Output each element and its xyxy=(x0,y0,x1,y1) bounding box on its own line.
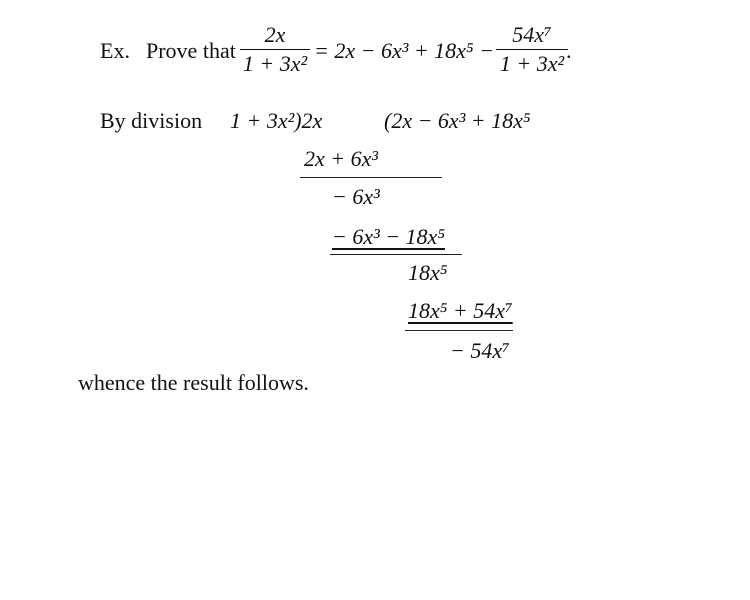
division-step-3: − 6x³ − 18x⁵ xyxy=(332,224,445,249)
division-step-5: 18x⁵ + 54x⁷ xyxy=(408,298,513,323)
conclusion-text: whence the result follows. xyxy=(78,370,309,395)
example-label: Ex. xyxy=(100,38,130,63)
lhs-fraction xyxy=(240,24,310,75)
division-rule-2 xyxy=(330,254,462,255)
end-punctuation: . xyxy=(566,38,572,63)
rhs-fraction xyxy=(496,24,568,75)
division-step-2: − 6x³ xyxy=(332,184,380,209)
lhs-fraction-bar xyxy=(240,49,310,50)
division-step-4: 18x⁵ xyxy=(408,260,448,285)
lhs-numerator: 2x xyxy=(264,22,286,47)
rhs-numerator: 54x⁷ xyxy=(512,22,552,47)
rhs-fraction-bar xyxy=(496,49,568,50)
division-rule-1 xyxy=(300,177,442,178)
division-step-6: − 54x⁷ xyxy=(450,338,510,363)
divisor-dividend: 1 + 3x²)2x xyxy=(230,108,323,133)
prove-that-text: Prove that xyxy=(146,38,236,63)
lhs-denominator: 1 + 3x² xyxy=(242,51,308,76)
quotient: (2x − 6x³ + 18x⁵ xyxy=(384,108,531,133)
rhs-denominator: 1 + 3x² xyxy=(499,51,565,76)
rhs-series: = 2x − 6x³ + 18x⁵ − xyxy=(314,38,494,63)
division-label: By division xyxy=(100,108,203,133)
division-rule-3 xyxy=(405,330,513,331)
division-step-1: 2x + 6x³ xyxy=(304,146,378,171)
